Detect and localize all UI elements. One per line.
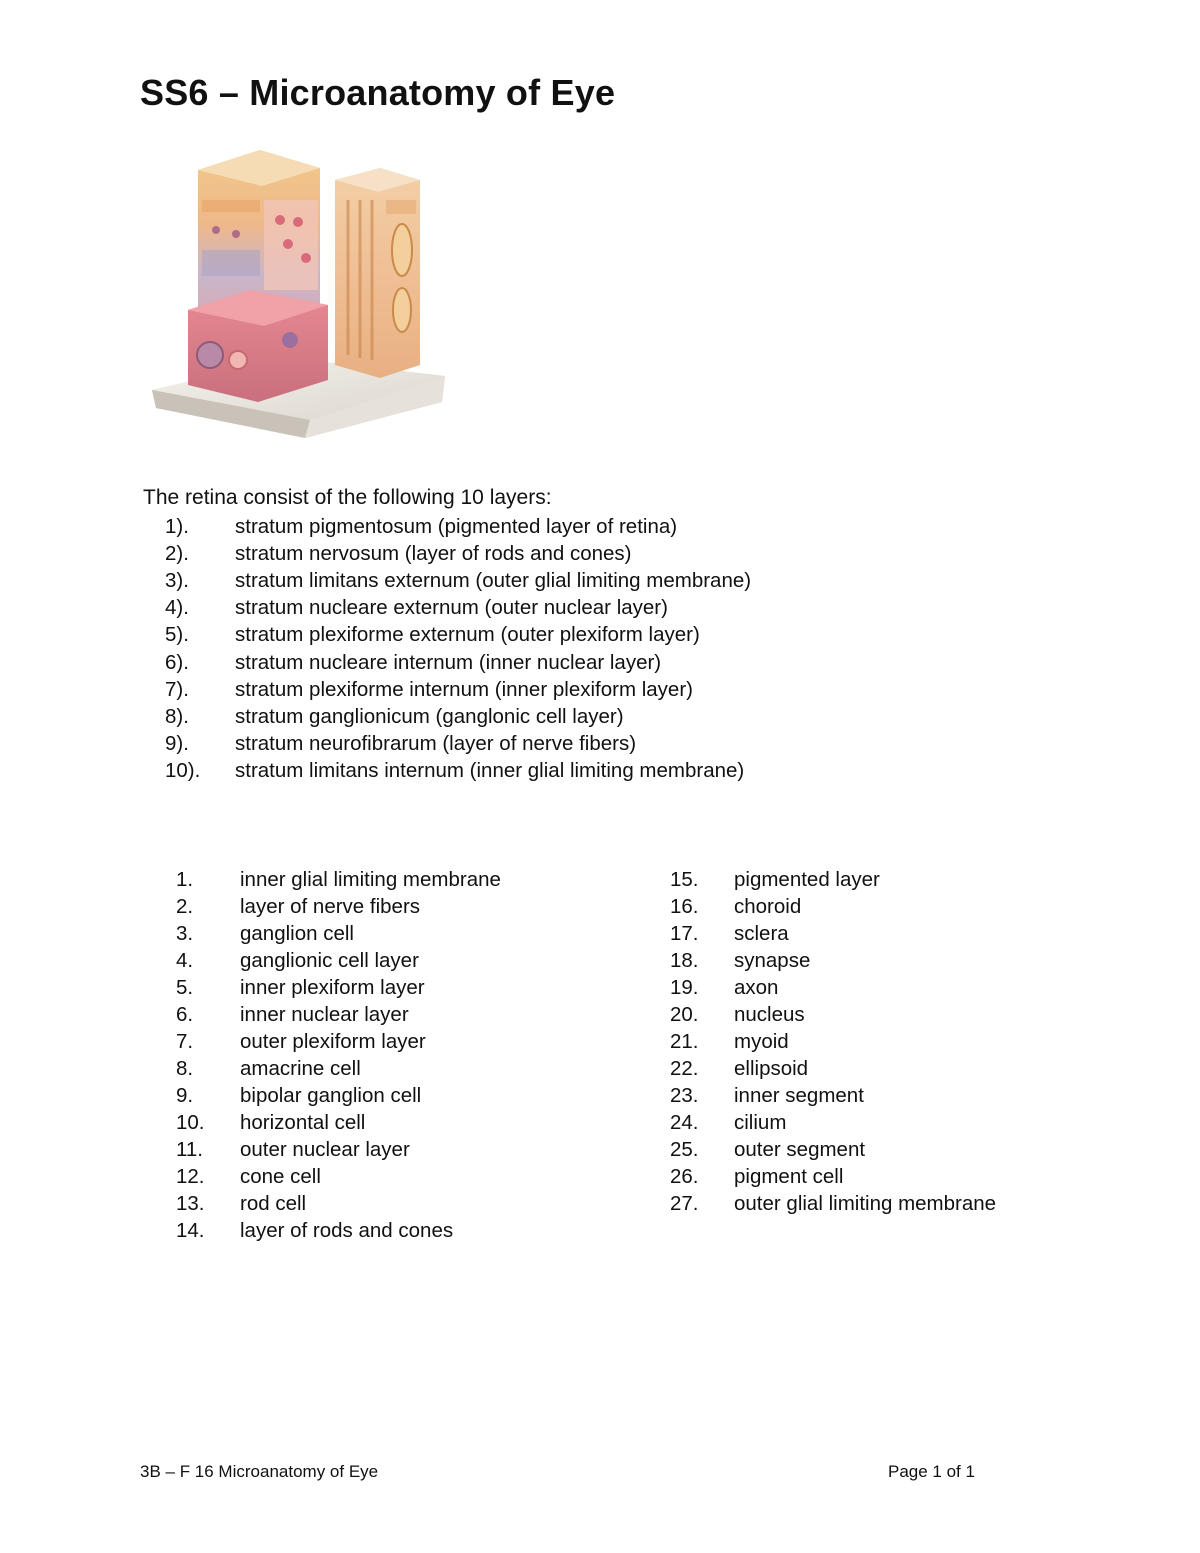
list-item-text: stratum nervosum (layer of rods and cones): [235, 541, 632, 565]
list-item-number: 5).: [165, 623, 189, 647]
list-item-text: sclera: [734, 921, 789, 945]
list-item-text: ganglion cell: [240, 921, 354, 945]
list-item-number: 7).: [165, 677, 189, 701]
list-item-number: 6).: [165, 650, 189, 674]
list-item: [176, 1055, 501, 1082]
list-item-text: stratum limitans internum (inner glial limiting membrane): [235, 759, 745, 783]
list-item-text: choroid: [734, 894, 802, 918]
list-item-number: 27.: [670, 1191, 699, 1215]
list-item-text: rod cell: [240, 1191, 307, 1215]
page-title: SS6 – Microanatomy of Eye: [140, 72, 616, 113]
list-item: [670, 1082, 996, 1109]
list-item-number: 22.: [670, 1056, 699, 1080]
list-item-number: 14.: [176, 1218, 205, 1242]
list-item-number: 9.: [176, 1083, 194, 1107]
list-item-number: 7.: [176, 1029, 194, 1053]
list-item-number: 1.: [176, 867, 194, 891]
list-item-number: 10.: [176, 1110, 205, 1134]
list-item-number: 20.: [670, 1002, 699, 1026]
list-item: [670, 1001, 996, 1028]
list-item-text: stratum pigmentosum (pigmented layer of retina): [235, 514, 678, 538]
list-item-text: synapse: [734, 948, 811, 972]
list-item-number: 3.: [176, 921, 194, 945]
list-item: [176, 1082, 501, 1109]
list-item-number: 10).: [165, 759, 201, 783]
list-item-number: 19.: [670, 975, 699, 999]
list-item-text: outer nuclear layer: [240, 1137, 410, 1161]
list-item-number: 25.: [670, 1137, 699, 1161]
list-item-text: inner nuclear layer: [240, 1002, 409, 1026]
list-item-number: 21.: [670, 1029, 699, 1053]
retina-layers-list: [165, 513, 751, 785]
list-item: [165, 731, 751, 758]
list-item: [670, 893, 996, 920]
list-item: [670, 1136, 996, 1163]
list-item-text: ellipsoid: [734, 1056, 809, 1080]
list-item-number: 15.: [670, 867, 699, 891]
list-item: [670, 947, 996, 974]
list-item: [670, 1055, 996, 1082]
list-item-number: 11.: [176, 1137, 203, 1161]
list-item: [165, 595, 751, 622]
list-item: [176, 920, 501, 947]
list-item-text: amacrine cell: [240, 1056, 361, 1080]
list-item: [165, 676, 751, 703]
list-item: [670, 974, 996, 1001]
list-item-text: pigmented layer: [734, 867, 880, 891]
list-item-text: stratum nucleare internum (inner nuclear layer): [235, 650, 662, 674]
list-item: [176, 1028, 501, 1055]
footer-page-number: Page 1 of 1: [888, 1462, 975, 1481]
list-item: [176, 1109, 501, 1136]
list-item-text: inner plexiform layer: [240, 975, 425, 999]
list-item-number: 5.: [176, 975, 194, 999]
list-item: [165, 513, 751, 540]
list-item-number: 9).: [165, 732, 189, 756]
list-item: [670, 1109, 996, 1136]
list-item-text: ganglionic cell layer: [240, 948, 419, 972]
list-item: [176, 947, 501, 974]
list-item-text: stratum plexiforme externum (outer plexiform layer): [235, 623, 700, 647]
list-item: [670, 1190, 996, 1217]
list-item: [176, 866, 501, 893]
footer-document-title: 3B – F 16 Microanatomy of Eye: [140, 1462, 379, 1481]
list-item-number: 4.: [176, 948, 194, 972]
list-item-text: layer of nerve fibers: [240, 894, 421, 918]
list-item-number: 2).: [165, 541, 189, 565]
list-item-number: 8).: [165, 704, 189, 728]
list-item: [165, 703, 751, 730]
list-item: [176, 974, 501, 1001]
list-item-text: outer plexiform layer: [240, 1029, 426, 1053]
list-item-text: inner segment: [734, 1083, 864, 1107]
list-item: [165, 758, 751, 785]
list-item-text: outer segment: [734, 1137, 866, 1161]
list-item-number: 18.: [670, 948, 699, 972]
list-item-text: horizontal cell: [240, 1110, 366, 1134]
list-item: [165, 567, 751, 594]
list-item-text: pigment cell: [734, 1164, 844, 1188]
intro-text: The retina consist of the following 10 layers:: [143, 486, 552, 509]
list-item-number: 6.: [176, 1002, 194, 1026]
list-item-text: myoid: [734, 1029, 789, 1053]
list-item: [165, 649, 751, 676]
list-item: [670, 1163, 996, 1190]
list-item-text: cone cell: [240, 1164, 321, 1188]
list-item-number: 24.: [670, 1110, 699, 1134]
list-item-text: stratum nucleare externum (outer nuclear layer): [235, 596, 668, 620]
list-item-number: 16.: [670, 894, 699, 918]
list-item-text: axon: [734, 975, 779, 999]
list-item-text: stratum neurofibrarum (layer of nerve fibers): [235, 732, 637, 756]
list-item-number: 8.: [176, 1056, 194, 1080]
list-item-number: 26.: [670, 1164, 699, 1188]
list-item: [176, 1217, 501, 1244]
list-item: [670, 1028, 996, 1055]
list-item: [176, 1136, 501, 1163]
list-item-text: layer of rods and cones: [240, 1218, 454, 1242]
list-item: [670, 866, 996, 893]
list-item: [176, 1163, 501, 1190]
list-item: [670, 920, 996, 947]
list-item-text: outer glial limiting membrane: [734, 1191, 997, 1215]
list-item-number: 17.: [670, 921, 699, 945]
labels-list-left: [176, 866, 501, 1244]
list-item-text: cilium: [734, 1110, 787, 1134]
list-item-number: 13.: [176, 1191, 205, 1215]
list-item: [176, 1001, 501, 1028]
list-item-number: 12.: [176, 1164, 205, 1188]
list-item-text: inner glial limiting membrane: [240, 867, 501, 891]
list-item-text: stratum plexiforme internum (inner plexiform layer): [235, 677, 693, 701]
list-item: [176, 893, 501, 920]
list-item-text: nucleus: [734, 1002, 805, 1026]
labels-list-right: [670, 866, 996, 1217]
list-item-text: stratum limitans externum (outer glial limiting membrane): [235, 568, 752, 592]
list-item-number: 3).: [165, 568, 189, 592]
list-item: [176, 1190, 501, 1217]
list-item-number: 2.: [176, 894, 194, 918]
list-item-text: bipolar ganglion cell: [240, 1083, 422, 1107]
list-item: [165, 540, 751, 567]
retina-model-image: [140, 140, 460, 450]
list-item-number: 4).: [165, 596, 189, 620]
list-item-number: 1).: [165, 514, 189, 538]
list-item-text: stratum ganglionicum (ganglonic cell layer): [235, 704, 624, 728]
list-item: [165, 622, 751, 649]
list-item-number: 23.: [670, 1083, 699, 1107]
